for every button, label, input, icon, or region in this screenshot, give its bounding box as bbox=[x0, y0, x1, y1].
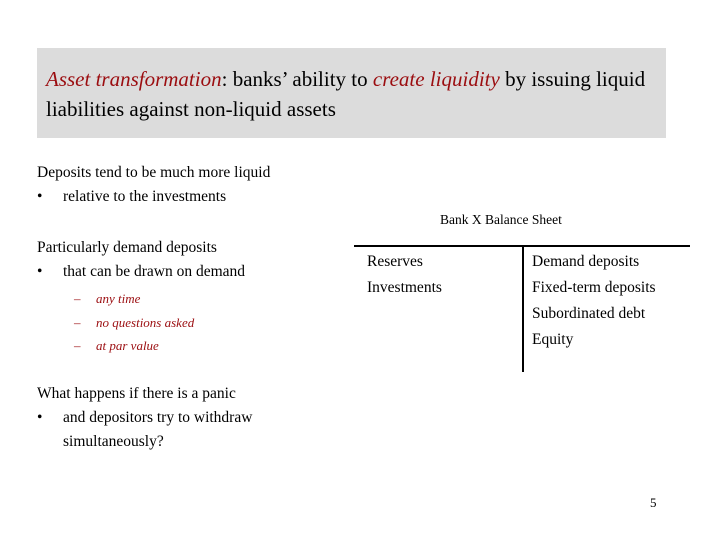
sub-item bbox=[37, 311, 337, 335]
dash-icon: – bbox=[74, 314, 81, 330]
title-emphasis: create liquidity bbox=[372, 67, 500, 91]
liability-item: Subordinated debt bbox=[532, 305, 646, 322]
point-panic-bullet-text: and depositors try to withdraw simultaneously? bbox=[63, 409, 253, 450]
point-demand-bullet-text: that can be drawn on demand bbox=[63, 263, 246, 280]
bullet-icon: • bbox=[37, 263, 43, 280]
point-panic bbox=[37, 382, 337, 454]
liability-item: Equity bbox=[532, 331, 574, 348]
point-panic-heading: What happens if there is a panic bbox=[37, 385, 236, 402]
dash-icon: – bbox=[74, 338, 81, 353]
point-demand-deposits bbox=[37, 236, 337, 358]
sub-item-text: no questions asked bbox=[96, 314, 195, 330]
point-liquidity bbox=[37, 161, 337, 209]
title-text-2: by issuing liquid liabilities against non-liquid assets bbox=[46, 67, 646, 121]
point-liquidity-bullet bbox=[37, 185, 337, 209]
slide-title bbox=[37, 48, 666, 138]
balance-sheet-title: Bank X Balance Sheet bbox=[440, 212, 562, 227]
balance-sheet-assets bbox=[367, 249, 442, 301]
point-demand-bullet bbox=[37, 260, 337, 284]
point-liquidity-bullet-text: relative to the investments bbox=[63, 188, 227, 205]
title-text-1: : banks’ ability to bbox=[221, 67, 373, 91]
point-liquidity-heading: Deposits tend to be much more liquid bbox=[37, 164, 271, 181]
asset-item: Reserves bbox=[367, 253, 423, 270]
bullet-icon: • bbox=[37, 188, 43, 205]
sub-item-text: any time bbox=[96, 291, 141, 306]
bullet-icon: • bbox=[37, 409, 43, 426]
dash-icon: – bbox=[74, 291, 81, 306]
title-term: Asset transformation bbox=[46, 67, 222, 91]
asset-item: Investments bbox=[367, 279, 442, 296]
sub-item-text: at par value bbox=[96, 338, 159, 353]
sub-item bbox=[37, 334, 337, 358]
point-panic-bullet bbox=[37, 406, 293, 454]
point-demand-heading: Particularly demand deposits bbox=[37, 239, 217, 256]
balance-sheet-divider bbox=[522, 246, 524, 372]
liability-item: Demand deposits bbox=[532, 253, 640, 270]
sub-item bbox=[37, 287, 337, 311]
balance-sheet-liabilities bbox=[532, 249, 656, 353]
liability-item: Fixed-term deposits bbox=[532, 279, 656, 296]
page-number: 5 bbox=[650, 495, 657, 510]
